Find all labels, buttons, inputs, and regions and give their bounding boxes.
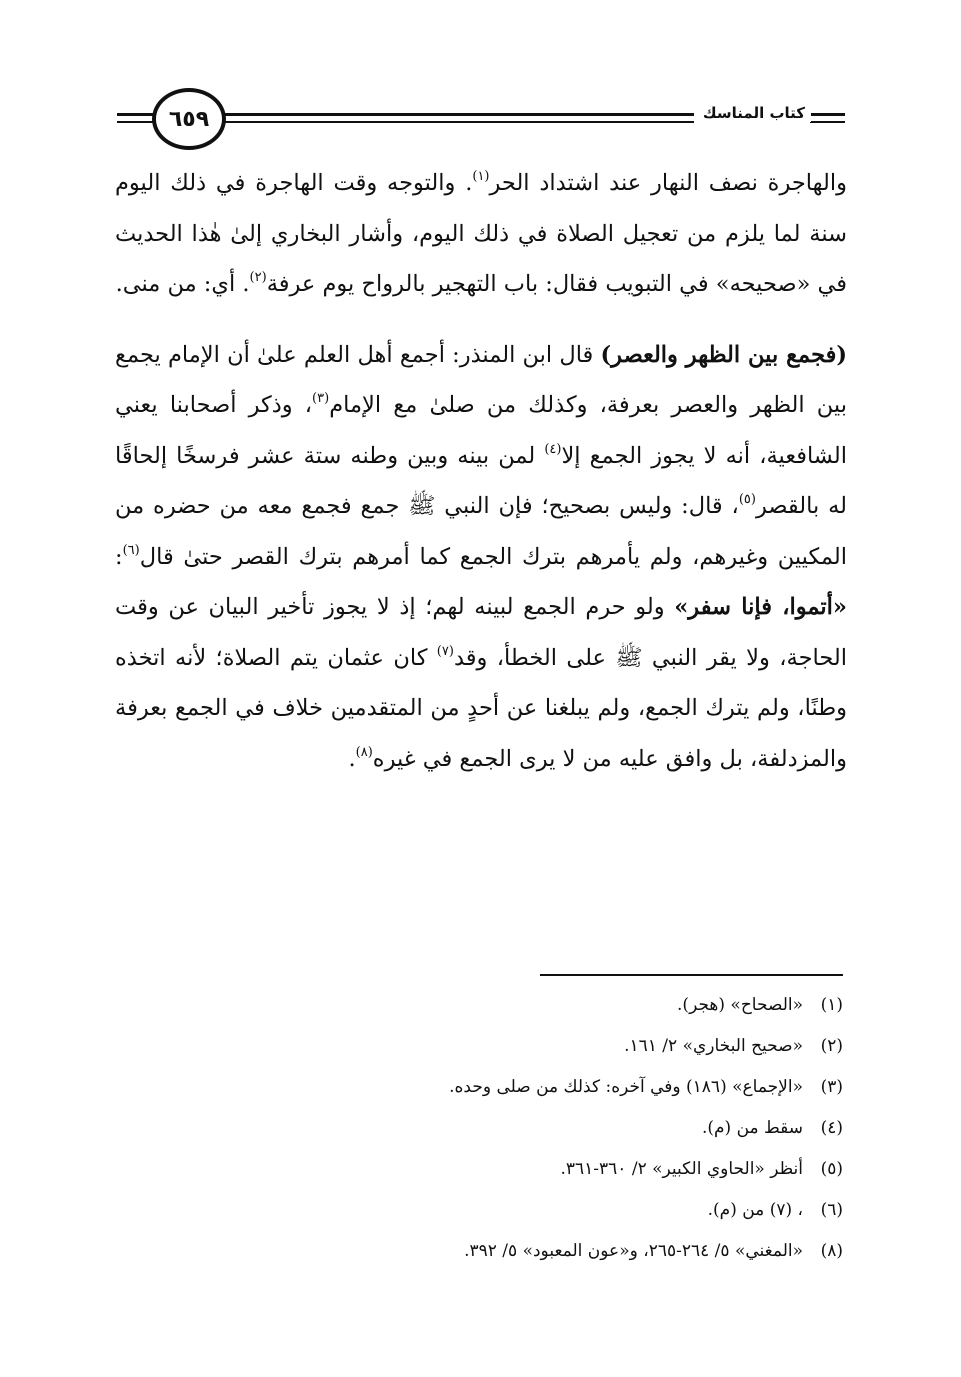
- footnote: [143, 985, 843, 1026]
- header-rule-right-top: [810, 113, 845, 116]
- bold-heading: (فجمع بين الظهر والعصر): [600, 341, 847, 368]
- footnote-ref: (٥): [738, 492, 756, 507]
- page-number: ٦٥٩: [152, 88, 226, 150]
- footnote-number: (٢): [820, 1036, 843, 1056]
- text-run: ، قال: وليس بصحيح؛ فإن النبي ﷺ جمع فجمع معه من حضره من المكيين وغيرهم، ولم يأمرهم بترك الجمع كما أمرهم بترك القصر حتىٰ قال: [115, 493, 847, 570]
- text-run: .: [348, 745, 356, 772]
- footnote-ref: (١): [472, 169, 490, 184]
- paragraph: [115, 158, 847, 310]
- footnote-number: (٤): [820, 1118, 843, 1138]
- footnote-text: «المغني» ٥/ ٢٦٤-٢٦٥، و«عون المعبود» ٥/ ٣٩٢.: [464, 1241, 803, 1261]
- footnote: [143, 1108, 843, 1149]
- footnote-ref: (٦): [122, 542, 140, 558]
- text-run: لمن بينه وبين وطنه ستة عشر فرسخًا إلحاقًا له بالقصر: [115, 442, 848, 519]
- footnote-ref: (٨): [355, 744, 373, 760]
- main-text: [115, 158, 847, 784]
- footnote-number: (٦): [820, 1200, 843, 1220]
- footnote-divider: [540, 974, 843, 976]
- header-rule-left-bottom: [117, 121, 157, 123]
- header-rule-middle-bottom: [222, 121, 694, 123]
- header-rule-right-bottom: [810, 121, 845, 123]
- text-run: :: [115, 543, 123, 570]
- text-run: ، وذكر أصحابنا يعني الشافعية، أنه لا يجوز الجمع إلا: [115, 392, 847, 469]
- text-run: قال ابن المنذر: أجمع أهل العلم علىٰ أن الإمام يجمع بين الظهر والعصر بعرفة، وكذلك من صلىٰ مع الإمام: [115, 341, 847, 418]
- text-run: والهاجرة نصف النهار عند اشتداد الحر: [489, 170, 847, 196]
- footnote: [143, 1067, 843, 1108]
- text-run: كان عثمان يتم الصلاة؛ لأنه اتخذه وطنًا، ولم يترك الجمع، ولم يبلغنا عن أحدٍ من المتقدمين خلاف في الجمع بعرفة والمزدلفة، بل وافق عليه من لا يرى الجمع في غيره: [115, 644, 847, 772]
- footnote-number: (١): [820, 995, 843, 1015]
- paragraph: [115, 330, 847, 785]
- footnote-number: (٣): [820, 1077, 843, 1097]
- footnote: [143, 1231, 843, 1272]
- footnotes: [143, 985, 843, 1272]
- footnote: [143, 1149, 843, 1190]
- footnote: [143, 1190, 843, 1231]
- text-run: . أي: من منى.: [115, 271, 250, 297]
- footnote-text: ، (٧) من (م).: [707, 1200, 803, 1220]
- footnote-text: «صحيح البخاري» ٢/ ١٦١.: [624, 1036, 803, 1056]
- footnote-number: (٨): [820, 1241, 843, 1261]
- footnote-text: «الصحاح» (هجر).: [677, 995, 803, 1015]
- footnote-number: (٥): [820, 1159, 843, 1179]
- footnote-ref: (٤): [544, 441, 562, 457]
- footnote-text: «الإجماع» (١٨٦) وفي آخره: كذلك من صلى وحده.: [449, 1077, 803, 1097]
- footnote-ref: (٧): [436, 643, 454, 659]
- page-header: [0, 0, 961, 160]
- header-rule-middle-top: [222, 113, 694, 116]
- bold-quote: «أتموا، فإنا سفر»: [674, 594, 847, 620]
- footnote: [143, 1026, 843, 1067]
- footnote-ref: (٣): [312, 391, 330, 406]
- text-run: ولو حرم الجمع لبينه لهم؛ إذ لا يجوز تأخير البيان عن وقت الحاجة، ولا يقر النبي ﷺ على الخطأ، وقد: [115, 594, 847, 671]
- footnote-ref: (٢): [249, 270, 267, 285]
- text-run: . والتوجه وقت الهاجرة في ذلك اليوم سنة لما يلزم من تعجيل الصلاة في ذلك اليوم، وأشار البخاري إلىٰ هٰذا الحديث في «صحيحه» في التبويب فقال: باب التهجير بالرواح يوم عرفة: [115, 170, 847, 297]
- header-rule-left-top: [117, 113, 157, 116]
- running-title: كتاب المناسك: [697, 104, 811, 122]
- footnote-text: سقط من (م).: [701, 1118, 803, 1138]
- footnote-text: أنظر «الحاوي الكبير» ٢/ ٣٦٠-٣٦١.: [560, 1159, 803, 1179]
